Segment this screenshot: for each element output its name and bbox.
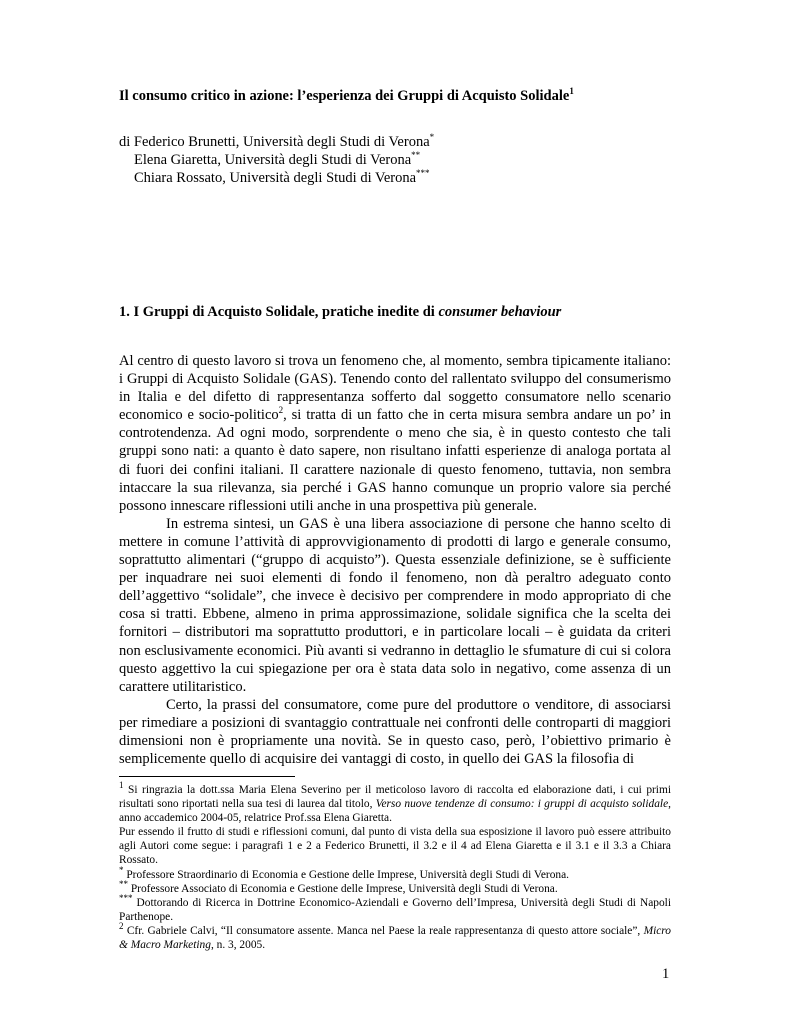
- title-footnote-marker: 1: [569, 86, 574, 97]
- author-footnote-marker: *: [429, 132, 435, 143]
- author-line: [119, 151, 434, 169]
- section-heading: [119, 304, 561, 321]
- footnote-1-continued: Pur essendo il frutto di studi e riflessioni comuni, dal punto di vista della sua esposizione il lavoro può essere attribuito agli Autori come segue: i paragrafi 1 e 2 a Federico Brunetti, il 3.2 e il 4 ad Elena Giaretta e il 3.1 e il 3.3 a Chiara Rossato.: [119, 826, 671, 867]
- footnote-star: [119, 864, 671, 882]
- paragraph: In estrema sintesi, un GAS è una libera associazione di persone che hanno scelto di mettere in comune l’attività di approvvigionamento di prodotti di largo e generale consumo, soprattutto alimentari (“gruppo di acquisto”). Questa essenziale definizione, se è sufficiente per inquadrare nei suoi elementi di fondo il fenomeno, non dà peraltro adeguato conto dell’aggettivo “solidale”, che invece è decisivo per comprendere in modo appropriato di che cosa si tratti. Ebbene, almeno in prima approssimazione, solidale significa che la scelta dei fornitori – distributori ma soprattutto produttori, e in particolare locali – è guidata da criteri non esclusivamente economici. Più avanti si vedranno in dettaglio le sfumature di cui si colora questo aggettivo la cui spiegazione per ora è stata data solo in negativo, come assenza di un carattere utilitaristico.: [119, 515, 671, 695]
- paper-title-text: Il consumo critico in azione: l’esperienza dei Gruppi di Acquisto Solidale: [119, 88, 570, 104]
- paragraph: [119, 352, 671, 515]
- author-footnote-marker: ***: [416, 168, 430, 179]
- paper-title: [119, 88, 574, 105]
- footnote-text: Professore Associato di Economia e Gestione delle Imprese, Università degli Studi di Verona.: [128, 882, 558, 895]
- paragraph-text: Al centro di questo lavoro si trova un fenomeno che, al momento, sembra tipicamente italiano: i Gruppi di Acquisto Solidale (GAS). Tenendo conto del rallentato sviluppo del consumerismo in Italia e del difetto di rappresentanza sofferto dal soggetto consumatore nello scenario economico e socio-politico: [119, 353, 671, 424]
- section-heading-italic: consumer behaviour: [438, 304, 562, 320]
- body-text: [119, 352, 671, 768]
- author-name: Elena Giaretta, Università degli Studi di Verona: [134, 152, 412, 168]
- author-list: [119, 133, 434, 187]
- footnote-separator: [119, 776, 295, 777]
- footnote-text: Cfr. Gabriele Calvi, “Il consumatore assente. Manca nel Paese la reale rappresentanza di questo attore sociale”,: [123, 924, 644, 937]
- footnote-marker: 2: [119, 921, 124, 932]
- footnotes: [119, 780, 671, 952]
- footnote-text: Si ringrazia la dott.ssa Maria Elena Severino per il meticoloso lavoro di raccolta ed elaborazione dati, i cui primi risultati sono riportati nella sua tesi di laurea dal titolo,: [119, 784, 671, 811]
- thesis-title: Verso nuove tendenze di consumo: i gruppi di acquisto solidale: [375, 798, 669, 811]
- footnote-marker: **: [119, 878, 128, 889]
- author-line: [119, 133, 434, 151]
- footnote-text: , anno accademico 2004-05, relatrice Prof.ssa Elena Giaretta.: [119, 798, 671, 825]
- author-name: Chiara Rossato, Università degli Studi di Verona: [134, 170, 417, 186]
- author-line: [119, 169, 434, 187]
- footnote-text: , n. 3, 2005.: [210, 939, 266, 952]
- page-number: 1: [662, 966, 670, 982]
- footnote-2: [119, 921, 671, 952]
- footnote-text: Dottorando di Ricerca in Dottrine Economico-Aziendali e Governo dell’Impresa, Università degli Studi di Napoli Parthenope.: [119, 896, 671, 923]
- footnote-marker: *: [119, 864, 124, 875]
- footnote-marker: 2: [278, 405, 284, 416]
- footnote-double-star: [119, 878, 671, 896]
- footnote-text: Professore Straordinario di Economia e Gestione delle Imprese, Università degli Studi di Verona.: [123, 868, 569, 881]
- paragraph: Certo, la prassi del consumatore, come pure del produttore o venditore, di associarsi per rimediare a posizioni di svantaggio contrattuale nei confronti delle controparti di maggiori dimensioni non è propriamente una novità. Se in questo caso, però, l’obiettivo primario è semplicemente quello di acquisire dei vantaggi di costo, in quello dei GAS la filosofia di: [119, 696, 671, 768]
- author-footnote-marker: **: [411, 150, 421, 161]
- paragraph-text: , si tratta di un fatto che in certa misura sembra andare un po’ in controtendenza. Ad ogni modo, sorprendente o meno che sia, è in questo contesto che tali gruppi sono nati: a quanto è dato sapere, non risultano infatti esperienze di analoga portata al di fuori dei confini italiani. Il carattere nazionale di questo fenomeno, tuttavia, non sembra intaccare la sua rilevanza, sia perché i GAS hanno comunque un proprio valore sia perché possono innescare riflessioni utili anche in una prospettiva più generale.: [119, 407, 671, 514]
- journal-title: Micro & Macro Marketing: [119, 924, 671, 952]
- footnote-triple-star: [119, 892, 671, 924]
- footnote-marker: 1: [119, 780, 124, 791]
- footnote-marker: ***: [119, 892, 133, 903]
- section-heading-text: 1. I Gruppi di Acquisto Solidale, pratiche inedite di: [119, 304, 439, 320]
- footnote-1: [119, 780, 671, 825]
- author-name: di Federico Brunetti, Università degli Studi di Verona: [119, 134, 430, 150]
